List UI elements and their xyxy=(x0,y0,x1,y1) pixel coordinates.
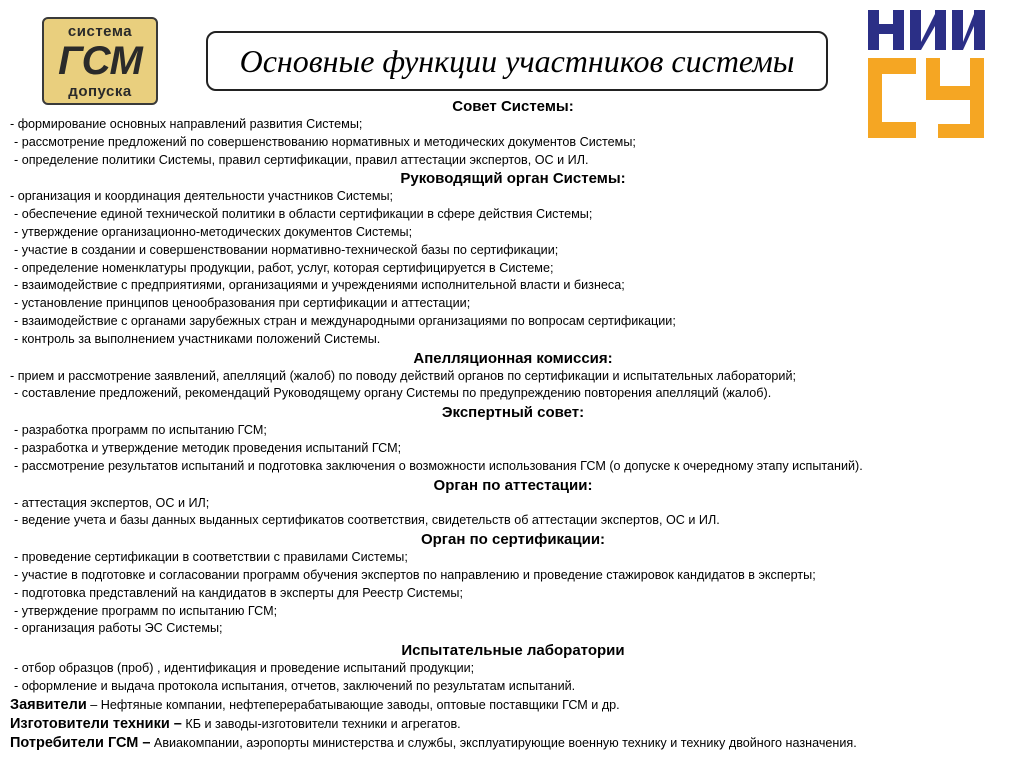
footer-text: – Нефтяные компании, нефтеперерабатывающие заводы, оптовые поставщики ГСМ и др. xyxy=(86,697,620,712)
list-item: - установление принципов ценообразования при сертификации и аттестации; xyxy=(14,296,471,311)
logo-line-1: система xyxy=(67,23,133,40)
list-item: - взаимодействие с органами зарубежных стран и международными организациями по вопросам сертификации; xyxy=(14,313,676,328)
section-title: Орган по сертификации: xyxy=(420,531,606,549)
list-item: - организация и координация деятельности участников Системы; xyxy=(10,189,394,204)
list-item: - контроль за выполнением участниками положений Системы. xyxy=(14,331,381,346)
list-item: - утверждение организационно-методических документов Системы; xyxy=(14,224,413,239)
list-item: - проведение сертификации в соответствии с правилами Системы; xyxy=(14,550,408,565)
logo-line-3: допуска xyxy=(68,83,132,100)
footer-label: Изготовители техники – xyxy=(10,715,182,732)
list-item: - аттестация экспертов, ОС и ИЛ; xyxy=(14,495,210,510)
list-item: - разработка программ по испытанию ГСМ; xyxy=(14,423,267,438)
footer-label: Потребители ГСМ – xyxy=(10,734,151,751)
footer-text: Авиакомпании, аэропорты министерства и службы, эксплуатирующие военную технику и технику двойного назначения. xyxy=(150,735,857,750)
list-item: - участие в создании и совершенствовании нормативно-технической базы по сертификации; xyxy=(14,242,559,257)
list-item: - рассмотрение результатов испытаний и подготовка заключения о возможности использования ГСМ (о допуске к очередному этапу испытаний). xyxy=(14,458,863,473)
footer-label: Заявители xyxy=(10,696,87,713)
page-title: Основные функции участников системы xyxy=(239,42,795,79)
footer-line-consumers xyxy=(10,734,1016,753)
section-title: Экспертный совет: xyxy=(441,404,585,422)
section-title: Испытательные лаборатории xyxy=(401,642,625,660)
footer-line-manufacturers xyxy=(10,715,1016,734)
list-item: - утверждение программ по испытанию ГСМ; xyxy=(14,603,278,618)
footer-line-applicants xyxy=(10,696,1016,715)
list-item: - рассмотрение предложений по совершенствованию нормативных и методических документов Системы; xyxy=(14,134,636,149)
list-item: - организация работы ЭС Системы; xyxy=(14,621,223,636)
list-item: - участие в подготовке и согласовании программ обучения экспертов по направлению и проведение стажировок кандидатов в эксперты; xyxy=(14,567,816,582)
list-item: - определение политики Системы, правил сертификации, правил аттестации экспертов, ОС и ИЛ. xyxy=(14,152,589,167)
section-title: Орган по аттестации: xyxy=(433,476,593,494)
list-item: - разработка и утверждение методик проведения испытаний ГСМ; xyxy=(14,440,402,455)
list-item: - подготовка представлений на кандидатов в эксперты для Реестр Системы; xyxy=(14,585,463,600)
gsm-logo xyxy=(42,17,158,105)
content xyxy=(10,97,1016,753)
section-title: Совет Системы: xyxy=(452,98,574,115)
list-item: - оформление и выдача протокола испытания, отчетов, заключений по результатам испытаний. xyxy=(14,678,576,693)
list-item: - определение номенклатуры продукции, работ, услуг, которая сертифицируется в Системе; xyxy=(14,260,554,275)
section-title: Апелляционная комиссия: xyxy=(413,349,613,367)
list-item: - отбор образцов (проб) , идентификация и проведение испытаний продукции; xyxy=(14,661,475,676)
list-item: - формирование основных направлений развития Системы; xyxy=(10,117,363,131)
section-title: Руководящий орган Системы: xyxy=(400,170,626,188)
list-item: - ведение учета и базы данных выданных сертификатов соответствия, свидетельств об аттестации экспертов, ОС и ИЛ. xyxy=(14,513,720,528)
list-item: - составление предложений, рекомендаций Руководящему органу Системы по предупреждению повторения апелляций (жалоб). xyxy=(14,386,772,401)
list-item: - взаимодействие с предприятиями, организациями и учреждениями исполнительной власти и бизнеса; xyxy=(14,278,625,293)
logo-line-2: ГСМ xyxy=(58,39,142,83)
list-item: - обеспечение единой технической политики в области сертификации в сфере действия Системы; xyxy=(14,207,593,222)
footer-text: КБ и заводы-изготовители техники и агрегатов. xyxy=(181,716,461,731)
list-item: - прием и рассмотрение заявлений, апелляций (жалоб) по поводу действий органов по сертификации и испытательных лабораторий; xyxy=(10,368,797,383)
title-box xyxy=(206,31,828,91)
